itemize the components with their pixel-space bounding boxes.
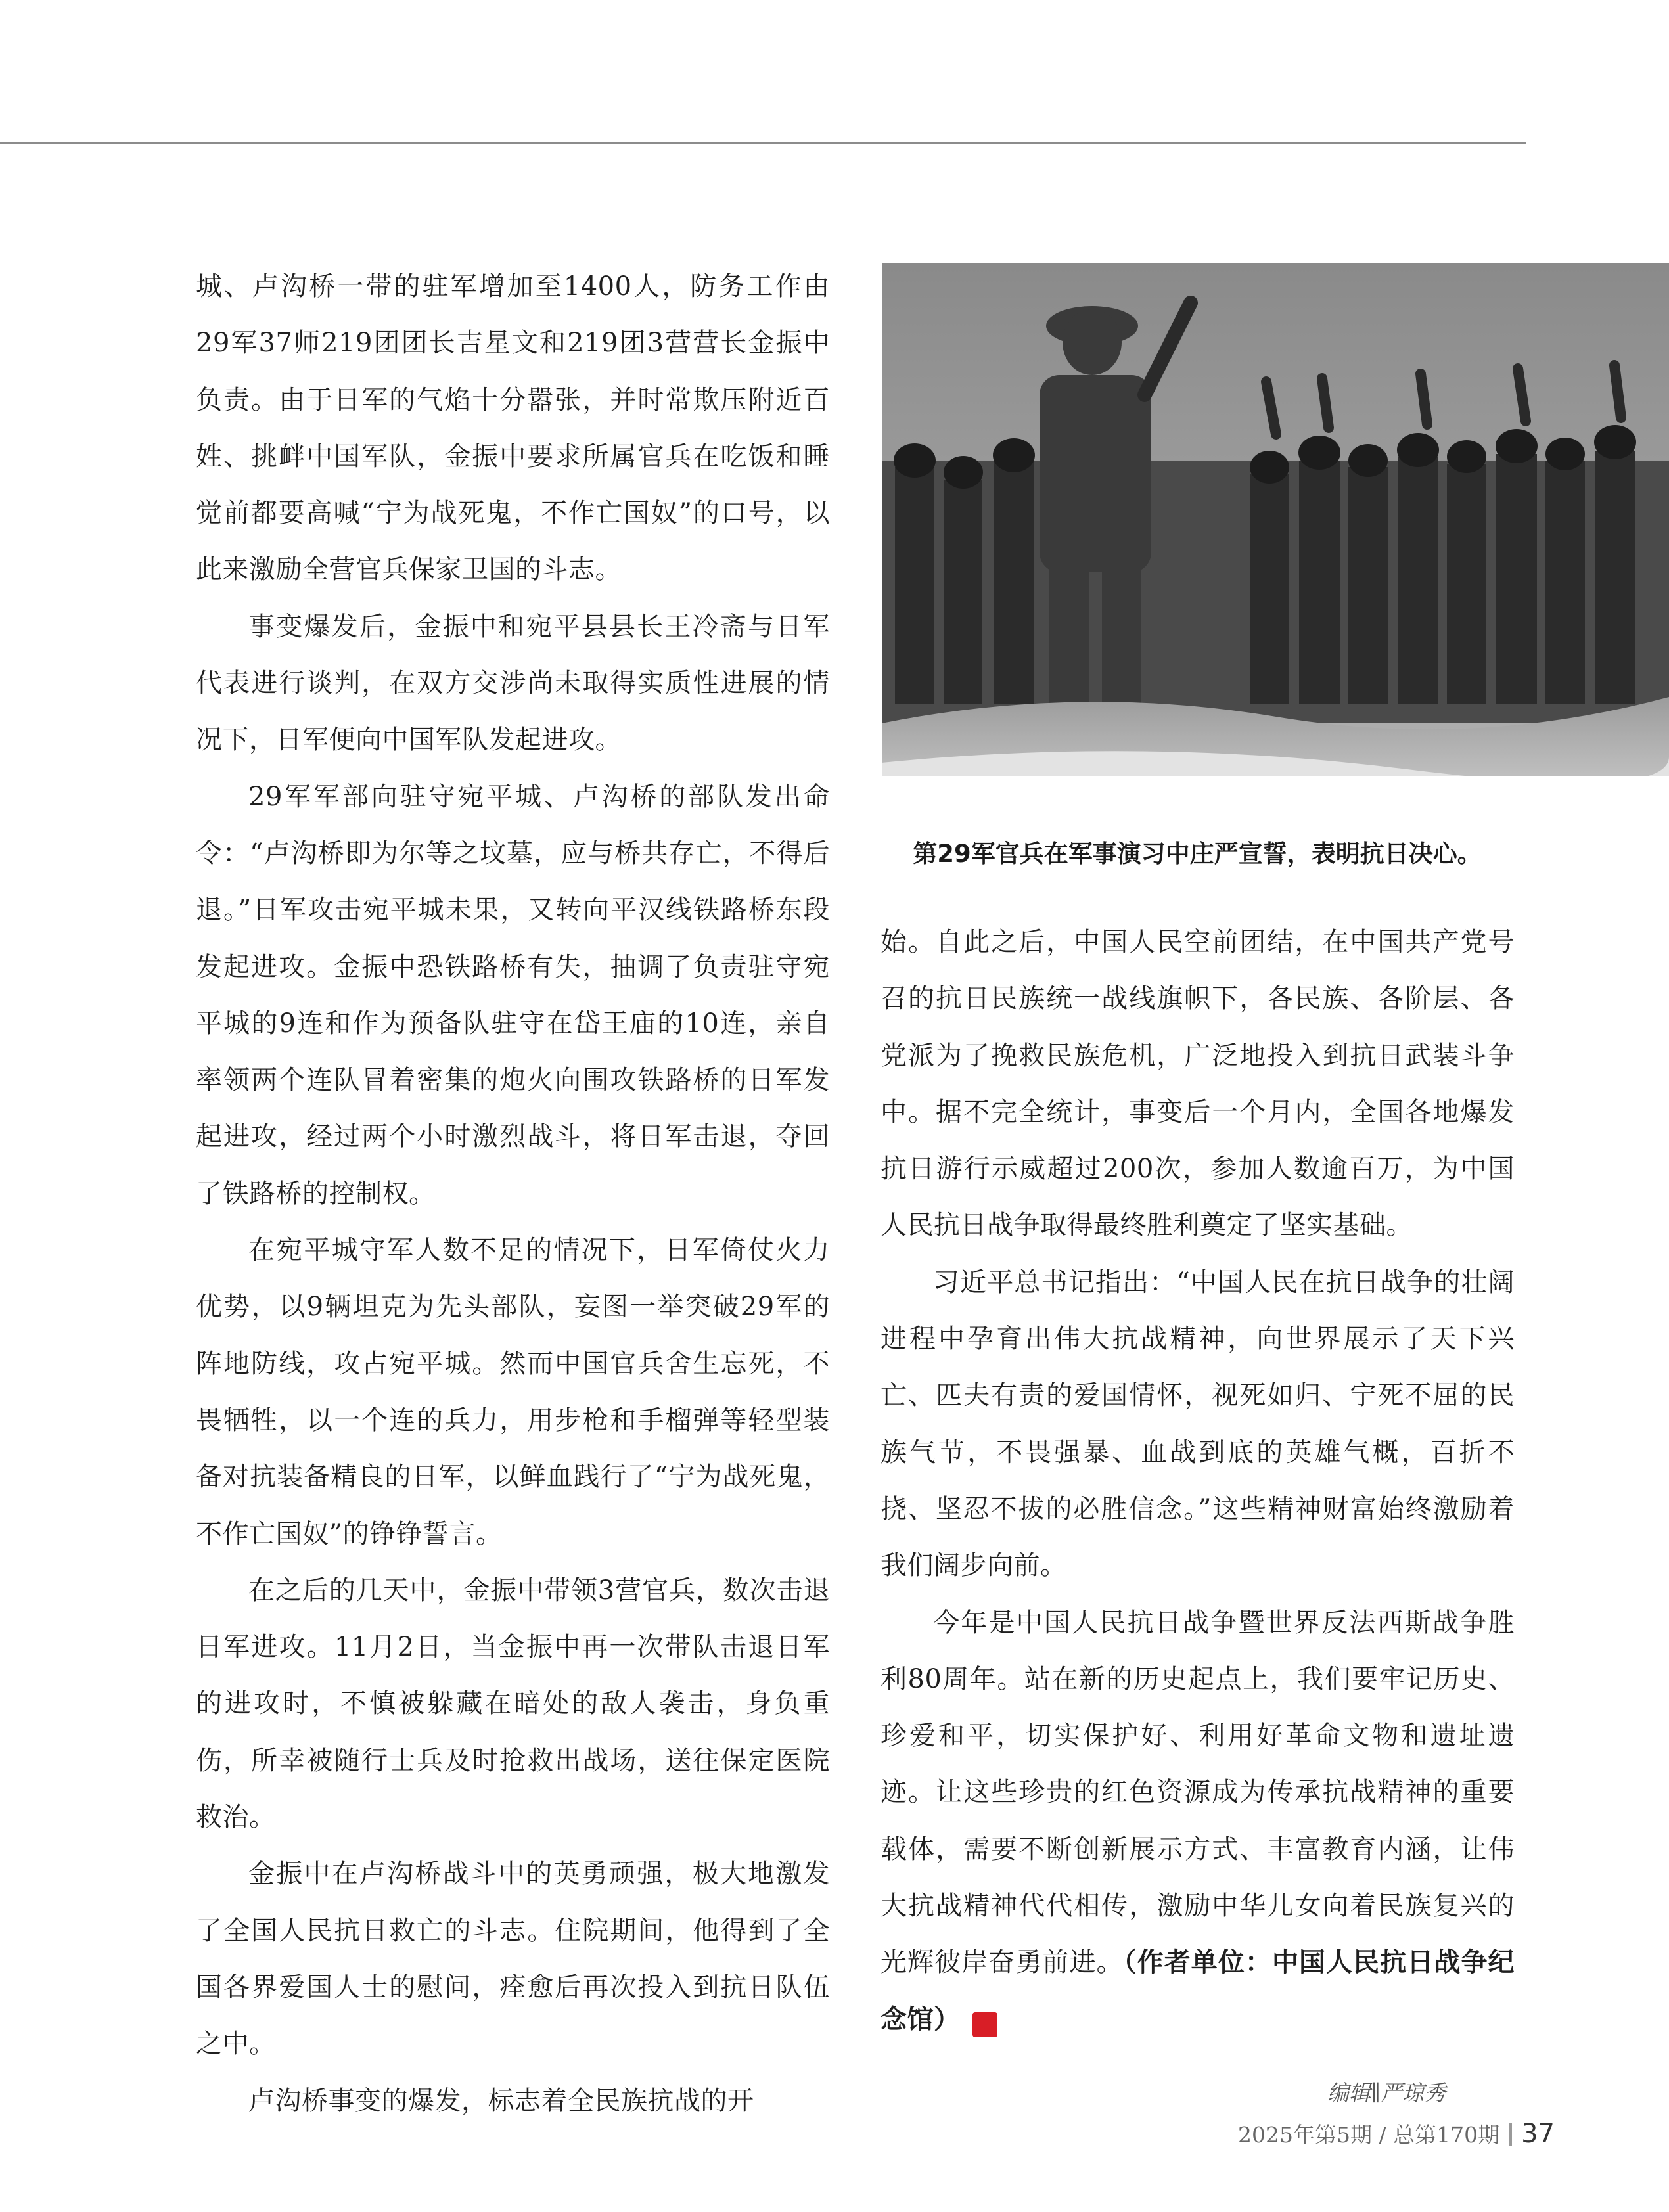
paragraph: 在宛平城守军人数不足的情况下，日军倚仗火力优势，以9辆坦克为先头部队，妄图一举突破29军的阵地防线，攻占宛平城。然而中国官兵舍生忘死，不畏牺牲，以一个连的兵力，用步枪和手榴弹等轻型装备对抗装备精良的日军，以鲜血践行了“宁为战死鬼，不作亡国奴”的铮铮誓言。 bbox=[196, 1235, 830, 1549]
paragraph: 金振中在卢沟桥战斗中的英勇顽强，极大地激发了全国人民抗日救亡的斗志。住院期间，他得到了全国各界爱国人士的慰问，痊愈后再次投入到抗日队伍之中。 bbox=[196, 1859, 830, 2060]
paragraph: 城、卢沟桥一带的驻军增加至1400人，防务工作由29军37师219团团长吉星文和219团3营营长金振中负责。由于日军的气焰十分嚣张，并时常欺压附近百姓、挑衅中国军队，金振中要求所属官兵在吃饭和睡觉前都要高喊“宁为战死鬼，不作亡国奴”的口号，以此来激励全营官兵保家卫国的斗志。 bbox=[196, 271, 830, 585]
paragraph: 在之后的几天中，金振中带领3营官兵，数次击退日军进攻。11月2日，当金振中再一次带队击退日军的进攻时，不慎被躲藏在暗处的敌人袭击，身负重伤，所幸被随行士兵及时抢救出战场，送往保定医院救治。 bbox=[196, 1575, 830, 1833]
author-affiliation: （作者单位：中国人民抗日战争纪念馆） bbox=[880, 1947, 1515, 2035]
article-column-right bbox=[880, 914, 1515, 2048]
header-rule bbox=[0, 142, 1526, 144]
paragraph bbox=[880, 1594, 1515, 2048]
historical-photo bbox=[882, 263, 1669, 830]
paragraph: 卢沟桥事变的爆发，标志着全民族抗战的开 bbox=[248, 2085, 754, 2116]
paragraph: 习近平总书记指出：“中国人民在抗日战争的壮阔进程中孕育出伟大抗战精神，向世界展示了天下兴亡、匹夫有责的爱国情怀，视死如归、宁死不屈的民族气节，不畏强暴、血战到底的英雄气概，百折不挠、坚忍不拔的必胜信念。”这些精神财富始终激励着我们阔步向前。 bbox=[880, 1267, 1515, 1581]
paragraph: 始。自此之后，中国人民空前团结，在中国共产党号召的抗日民族统一战线旗帜下，各民族、各阶层、各党派为了挽救民族危机，广泛地投入到抗日武装斗争中。据不完全统计，事变后一个月内，全国各地爆发抗日游行示威超过200次，参加人数逾百万，为中国人民抗日战争取得最终胜利奠定了坚实基础。 bbox=[880, 927, 1515, 1241]
article-column-left bbox=[196, 258, 830, 2129]
footer-divider bbox=[1509, 2123, 1512, 2146]
paragraph: 事变爆发后，金振中和宛平县县长王冷斋与日军代表进行谈判，在双方交涉尚未取得实质性进展的情况下，日军便向中国军队发起进攻。 bbox=[196, 611, 830, 756]
editor-credit: 编辑∥严琼秀 bbox=[1327, 2080, 1446, 2106]
paragraph-text: 今年是中国人民抗日战争暨世界反法西斯战争胜利80周年。站在新的历史起点上，我们要牢记历史、珍爱和平，切实保护好、利用好革命文物和遗址遗迹。让这些珍贵的红色资源成为传承抗战精神的重要载体，需要不断创新展示方式、丰富教育内涵，让伟大抗战精神代代相传，激励中华儿女向着民族复兴的光辉彼岸奋勇前进。 bbox=[880, 1607, 1515, 1978]
paragraph: 29军军部向驻守宛平城、卢沟桥的部队发出命令：“卢沟桥即为尔等之坟墓，应与桥共存亡，不得后退。”日军攻击宛平城未果，又转向平汉线铁路桥东段发起进攻。金振中恐铁路桥有失，抽调了负责驻守宛平城的9连和作为预备队驻守在岱王庙的10连，亲自率领两个连队冒着密集的炮火向围攻铁路桥的日军发起进攻，经过两个小时激烈战斗，将日军击退，夺回了铁路桥的控制权。 bbox=[196, 781, 830, 1209]
photo-caption: 第29军官兵在军事演习中庄严宣誓，表明抗日决心。 bbox=[913, 840, 1482, 868]
issue-info: 2025年第5期 / 总第170期 bbox=[1238, 2122, 1500, 2148]
page-number: 37 bbox=[1521, 2119, 1555, 2149]
page-footer bbox=[1117, 2118, 1555, 2149]
end-mark-logo: G bbox=[972, 2012, 997, 2037]
